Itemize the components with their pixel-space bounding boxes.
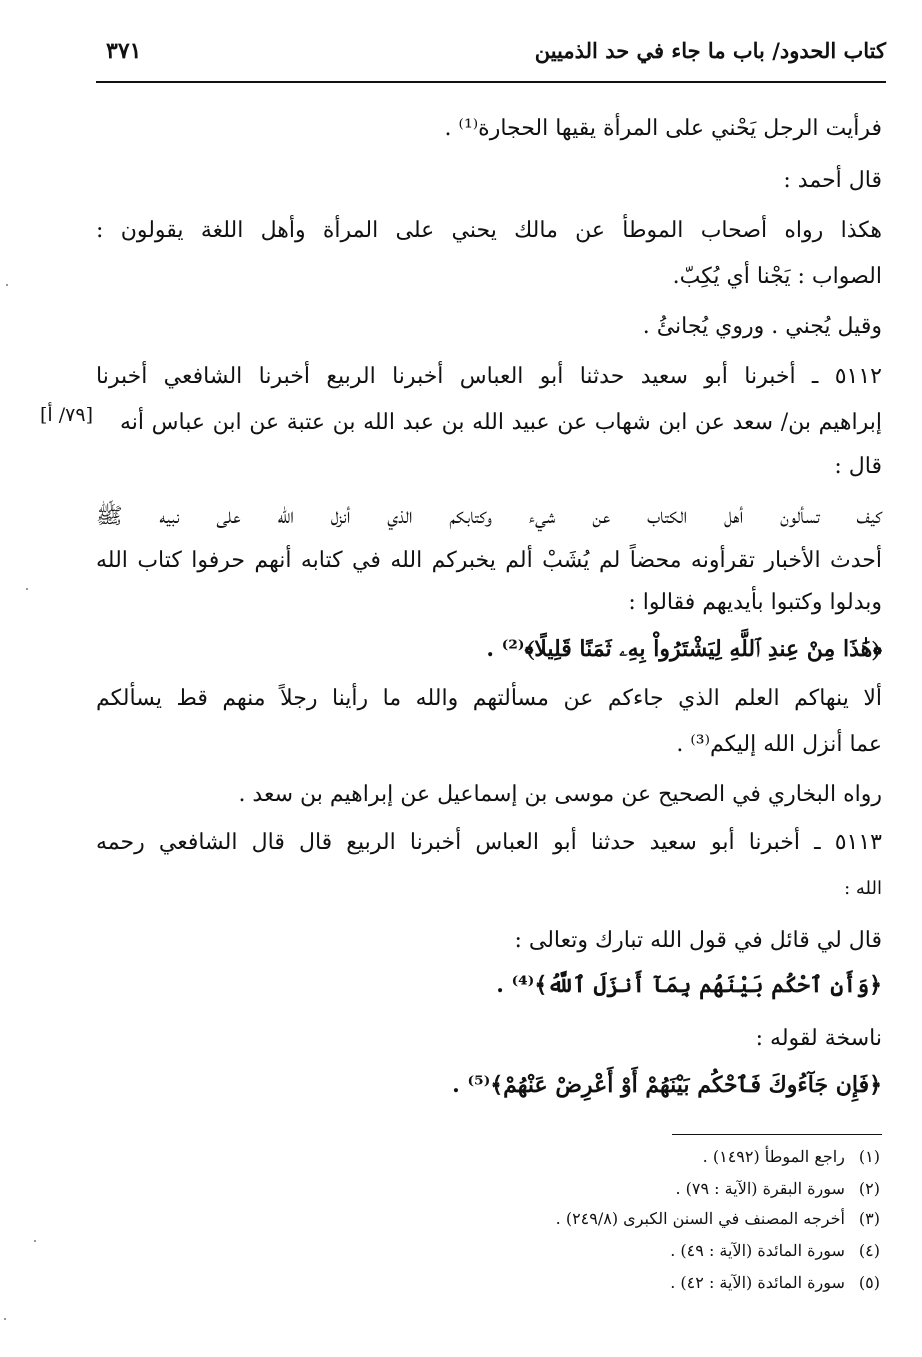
footnote xyxy=(670,1240,880,1262)
body-line: عما أنزل الله إليكم⁽³⁾ . xyxy=(676,732,882,757)
footnote-text: أخرجه المصنف في السنن الكبرى (٢٤٩/٨) . xyxy=(555,1209,845,1228)
chapter-title: كتاب الحدود/ باب ما جاء في حد الذميين xyxy=(534,38,886,63)
body-line: قال لي قائل في قول الله تبارك وتعالى : xyxy=(514,928,882,953)
footnote-number: (١) xyxy=(858,1147,880,1166)
body-line: الله : xyxy=(844,878,882,899)
footnote-number: (٥) xyxy=(858,1273,880,1292)
footnote xyxy=(670,1272,880,1294)
footnote xyxy=(703,1146,880,1168)
body-line: الصواب : يَجْنا أي يُكِبّ. xyxy=(672,264,882,289)
scan-speck xyxy=(4,1318,6,1320)
body-line: ناسخة لقوله : xyxy=(755,1026,882,1051)
footnote-number: (٣) xyxy=(858,1209,880,1228)
quran-verse: ﴿فَإِن جَآءُوكَ فَٱحْكُم بَيْنَهُمْ أَوْ أَعْرِضْ عَنْهُمْ﴾⁽⁵⁾ . xyxy=(452,1072,882,1098)
body-line: قال أحمد : xyxy=(783,168,882,193)
scan-speck xyxy=(34,1240,36,1242)
body-line: كيف تسألون أهل الكتاب عن شيء وكتابكم الذي أنزل الله على نبيه ﷺ xyxy=(96,504,882,529)
running-header xyxy=(96,30,886,82)
body-line: وقيل يُجني . وروي يُجانئُ . xyxy=(642,314,882,339)
body-line: ألا ينهاكم العلم الذي جاءكم عن مسألتهم والله ما رأينا رجلاً منهم قط يسألكم xyxy=(96,686,882,711)
scan-speck xyxy=(26,588,28,590)
page-number: ٣٧١ xyxy=(106,38,142,64)
header-rule xyxy=(96,81,886,83)
footnote xyxy=(675,1178,880,1200)
quran-verse: ﴿وَأَنِ ٱحْكُم بَيْنَهُم بِمَآ أَنزَلَ ٱللَّهُ﴾⁽⁴⁾ . xyxy=(496,972,882,998)
footnote xyxy=(556,1208,880,1230)
body-line: ٥١١٣ ـ أخبرنا أبو سعيد حدثنا أبو العباس أخبرنا الربيع قال قال الشافعي رحمه xyxy=(96,830,882,855)
body-line: ٥١١٢ ـ أخبرنا أبو سعيد حدثنا أبو العباس أخبرنا الربيع أخبرنا الشافعي أخبرنا xyxy=(96,364,882,389)
body-line: قال : xyxy=(834,454,882,479)
margin-folio-note: [٧٩/ أ] xyxy=(40,404,93,426)
body-line: وبدلوا وكتبوا بأيديهم فقالوا : xyxy=(628,590,882,615)
body-line: رواه البخاري في الصحيح عن موسى بن إسماعيل عن إبراهيم بن سعد . xyxy=(238,782,882,807)
quran-verse: ﴿هَٰذَا مِنْ عِندِ ٱللَّهِ لِيَشْتَرُواْ بِهِۦ ثَمَنًا قَلِيلًا﴾⁽²⁾ . xyxy=(486,636,882,662)
body-line: فرأيت الرجل يَحْني على المرأة يقيها الحجارة⁽¹⁾ . xyxy=(444,116,882,141)
footnote-number: (٢) xyxy=(858,1179,880,1198)
body-line: إبراهيم بن/ سعد عن ابن شهاب عن عبيد الله بن عبد الله بن عتبة عن ابن عباس أنه xyxy=(120,410,882,435)
footnote-number: (٤) xyxy=(858,1241,880,1260)
footnote-text: سورة البقرة (الآية : ٧٩) . xyxy=(675,1179,845,1198)
body-line: أحدث الأخبار تقرأونه محضاً لم يُشَبْ ألم يخبركم الله في كتابه أنهم حرفوا كتاب الله xyxy=(96,548,882,573)
footnote-rule xyxy=(672,1134,882,1135)
scan-speck xyxy=(6,284,8,286)
body-line: هكذا رواه أصحاب الموطأ عن مالك يحني على المرأة وأهل اللغة يقولون : xyxy=(96,218,882,243)
footnote-text: راجع الموطأ (١٤٩٢) . xyxy=(702,1147,845,1166)
footnote-text: سورة المائدة (الآية : ٤٢) . xyxy=(670,1273,845,1292)
footnote-text: سورة المائدة (الآية : ٤٩) . xyxy=(670,1241,845,1260)
